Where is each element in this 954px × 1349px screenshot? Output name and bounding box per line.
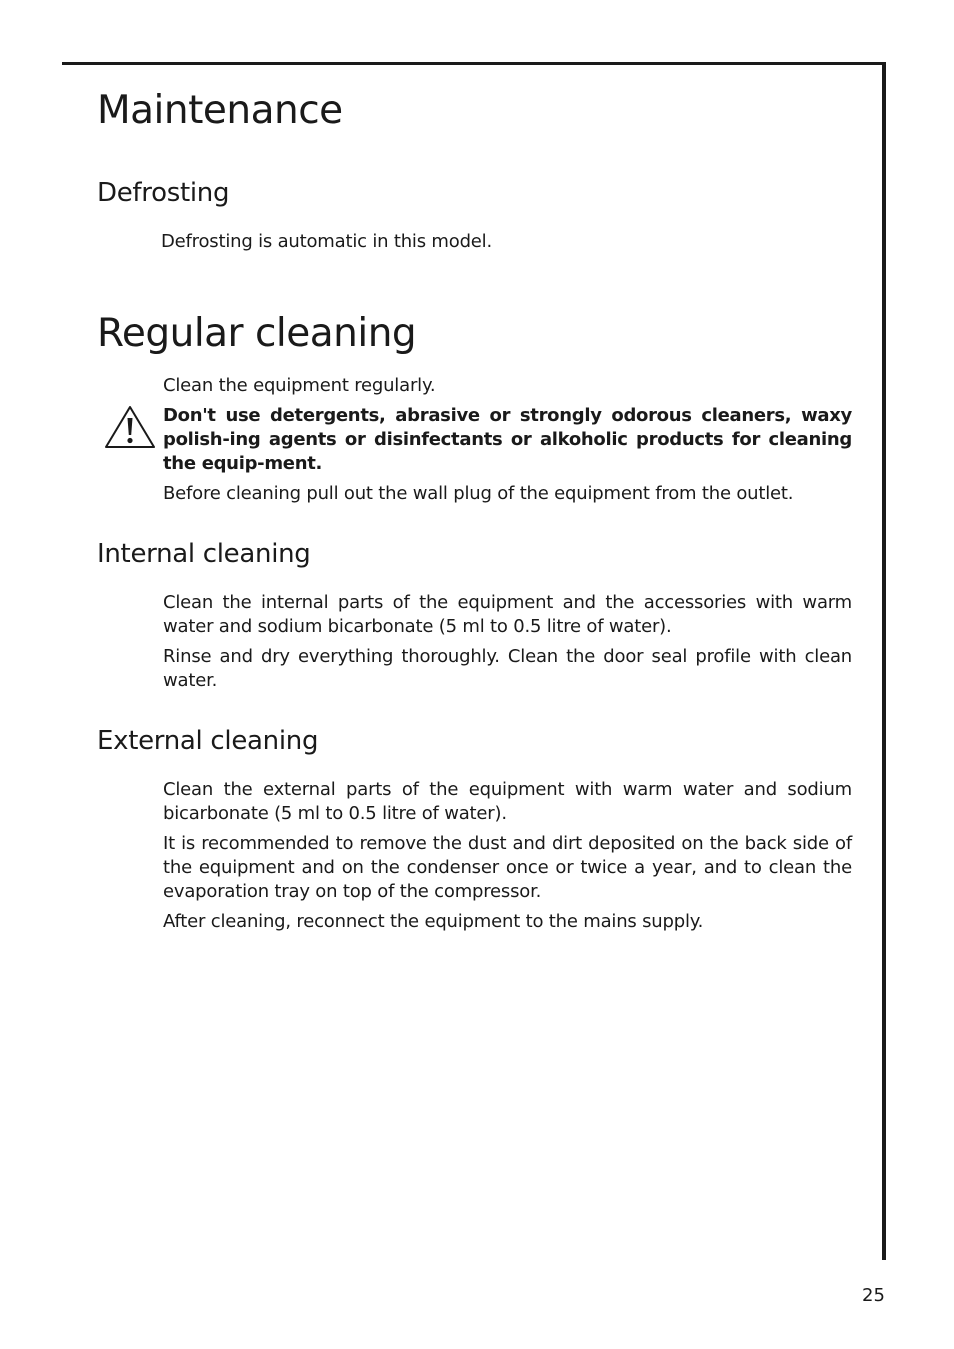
regular-cleaning-unplug: Before cleaning pull out the wall plug of the equipment from the outlet. — [163, 483, 794, 504]
right-rule — [882, 62, 886, 1260]
external-cleaning-heading: External cleaning — [97, 726, 319, 756]
page-number: 25 — [862, 1285, 885, 1306]
regular-cleaning-intro: Clean the equipment regularly. — [163, 375, 436, 396]
warning-triangle-icon — [104, 404, 156, 450]
external-cleaning-p2: It is recommended to remove the dust and dirt deposited on the back side of the equipment and on the condenser once or twice a year, and to clean the evaporation tray on top of the compressor. — [163, 833, 852, 902]
regular-cleaning-heading: Regular cleaning — [97, 311, 417, 356]
defrosting-text: Defrosting is automatic in this model. — [161, 231, 492, 252]
regular-cleaning-warning: Don't use detergents, abrasive or strongly odorous cleaners, waxy polish-ing agents or disinfectants or alkoholic products for cleaning the equip-ment. — [163, 405, 852, 474]
page-title: Maintenance — [97, 88, 343, 133]
internal-cleaning-heading: Internal cleaning — [97, 539, 311, 569]
internal-cleaning-p1: Clean the internal parts of the equipment and the accessories with warm water and sodium bicarbonate (5 ml to 0.5 litre of water). — [163, 592, 852, 637]
internal-cleaning-p2: Rinse and dry everything thoroughly. Clean the door seal profile with clean water. — [163, 646, 852, 691]
external-cleaning-p3: After cleaning, reconnect the equipment to the mains supply. — [163, 911, 704, 932]
top-rule — [62, 62, 886, 65]
defrosting-heading: Defrosting — [97, 178, 230, 208]
external-cleaning-p1: Clean the external parts of the equipment with warm water and sodium bicarbonate (5 ml to 0.5 litre of water). — [163, 779, 852, 824]
